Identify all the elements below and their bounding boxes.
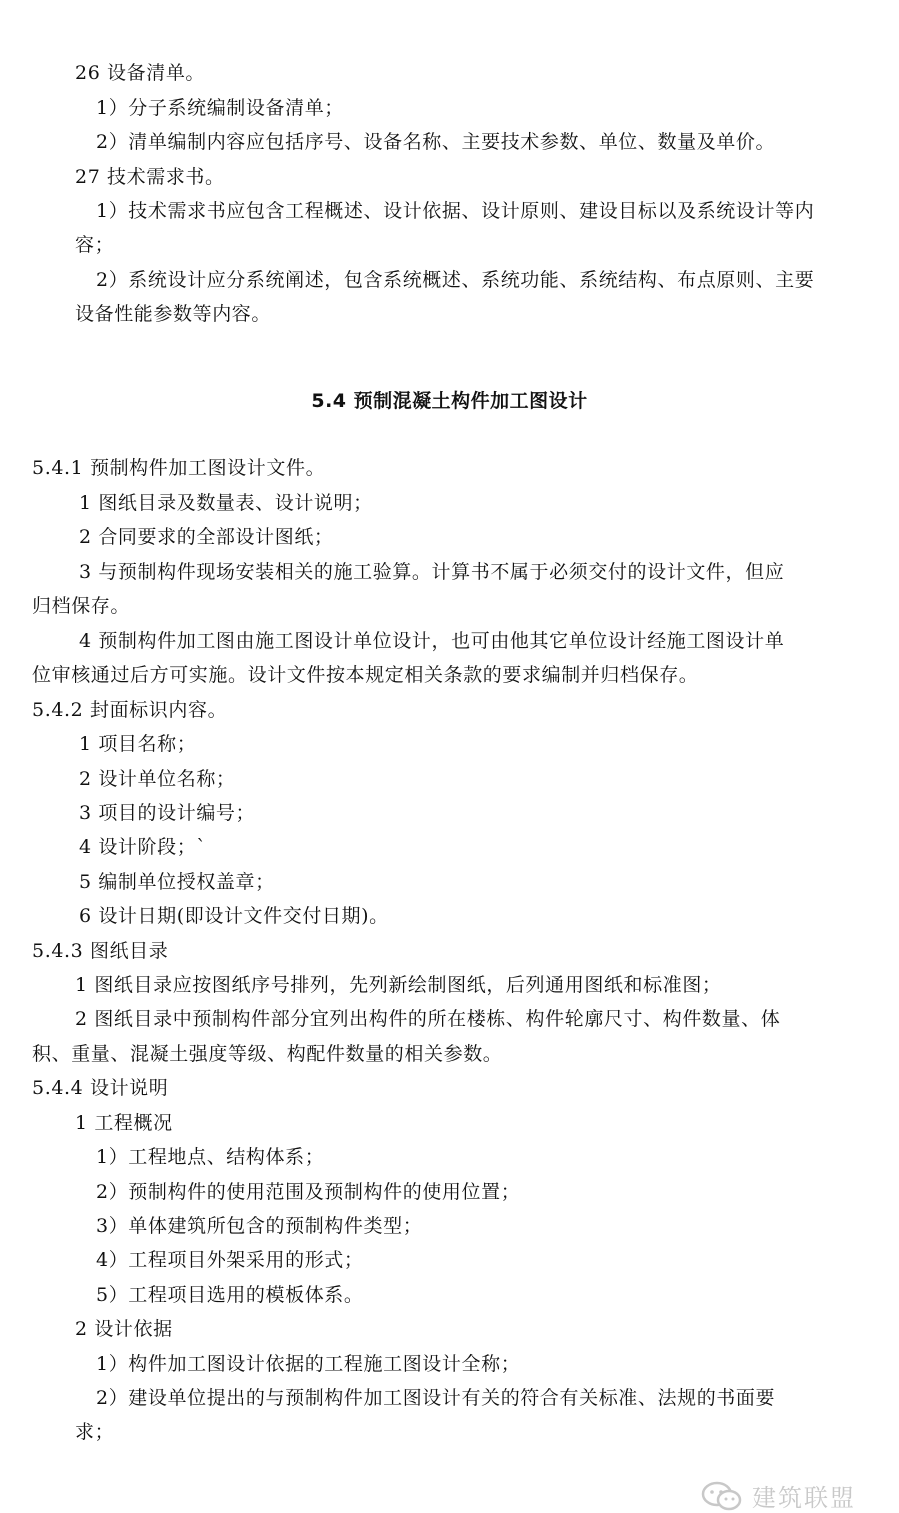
clause-5-4-4-item-1-sub-3: 3）单体建筑所包含的预制构件类型； (96, 1215, 423, 1237)
watermark (700, 1478, 856, 1513)
clause-5-4-3-item-2-cont: 积、重量、混凝土强度等级、构配件数量的相关参数。 (32, 1043, 503, 1065)
clause-5-4-4-item-2: 2 设计依据 (75, 1318, 173, 1340)
clause-5-4-2-item-4: 4 设计阶段；` (79, 836, 207, 858)
clause-5-4-1-item-3: 3 与预制构件现场安装相关的施工验算。计算书不属于必须交付的设计文件，但应 (79, 561, 785, 583)
section-title: 5.4 预制混凝土构件加工图设计 (311, 390, 588, 412)
item-26-heading: 26 设备清单。 (75, 62, 206, 84)
clause-5-4-3-item-2: 2 图纸目录中预制构件部分宜列出构件的所在楼栋、构件轮廓尺寸、构件数量、体 (75, 1008, 781, 1030)
clause-5-4-1: 5.4.1 预制构件加工图设计文件。 (32, 457, 326, 479)
clause-5-4-3-item-1: 1 图纸目录应按图纸序号排列，先列新绘制图纸，后列通用图纸和标准图； (75, 974, 722, 996)
clause-5-4-4-item-1-sub-1: 1）工程地点、结构体系； (96, 1146, 325, 1168)
item-27-sub-1: 1）技术需求书应包含工程概述、设计依据、设计原则、建设目标以及系统设计等内 (96, 200, 815, 222)
item-27-sub-2-cont: 设备性能参数等内容。 (75, 303, 272, 325)
clause-5-4-2-item-2: 2 设计单位名称； (79, 768, 236, 790)
clause-5-4-4: 5.4.4 设计说明 (32, 1077, 169, 1099)
item-27-heading: 27 技术需求书。 (75, 166, 225, 188)
clause-5-4-2-item-6: 6 设计日期(即设计文件交付日期)。 (79, 905, 389, 927)
item-26-sub-1: 1）分子系统编制设备清单； (96, 97, 344, 119)
clause-5-4-2-item-5: 5 编制单位授权盖章； (79, 871, 275, 893)
clause-5-4-4-item-2-sub-2: 2）建设单位提出的与预制构件加工图设计有关的符合有关标准、法规的书面要 (96, 1387, 776, 1409)
clause-5-4-2-item-3: 3 项目的设计编号； (79, 802, 256, 824)
clause-5-4-4-item-1-sub-5: 5）工程项目选用的模板体系。 (96, 1284, 364, 1306)
clause-5-4-1-item-2: 2 合同要求的全部设计图纸； (79, 526, 334, 548)
clause-5-4-1-item-4-cont: 位审核通过后方可实施。设计文件按本规定相关条款的要求编制并归档保存。 (32, 664, 699, 686)
clause-5-4-2-item-1: 1 项目名称； (79, 733, 197, 755)
item-27-sub-2: 2）系统设计应分系统阐述，包含系统概述、系统功能、系统结构、布点原则、主要 (96, 269, 815, 291)
clause-5-4-2: 5.4.2 封面标识内容。 (32, 699, 228, 721)
clause-5-4-4-item-2-sub-1: 1）构件加工图设计依据的工程施工图设计全称； (96, 1353, 521, 1375)
watermark-text: 建筑联盟 (752, 1484, 856, 1512)
clause-5-4-4-item-2-sub-2-cont: 求； (75, 1421, 115, 1443)
wechat-icon (700, 1481, 744, 1511)
clause-5-4-1-item-3-cont: 归档保存。 (32, 595, 131, 617)
clause-5-4-4-item-1: 1 工程概况 (75, 1112, 173, 1134)
clause-5-4-3: 5.4.3 图纸目录 (32, 940, 169, 962)
clause-5-4-4-item-1-sub-4: 4）工程项目外架采用的形式； (96, 1249, 364, 1271)
item-26-sub-2: 2）清单编制内容应包括序号、设备名称、主要技术参数、单位、数量及单价。 (96, 131, 776, 153)
clause-5-4-1-item-4: 4 预制构件加工图由施工图设计单位设计，也可由他其它单位设计经施工图设计单 (79, 630, 785, 652)
clause-5-4-4-item-1-sub-2: 2）预制构件的使用范围及预制构件的使用位置； (96, 1181, 521, 1203)
clause-5-4-1-item-1: 1 图纸目录及数量表、设计说明； (79, 492, 373, 514)
item-27-sub-1-cont: 容； (75, 234, 115, 256)
